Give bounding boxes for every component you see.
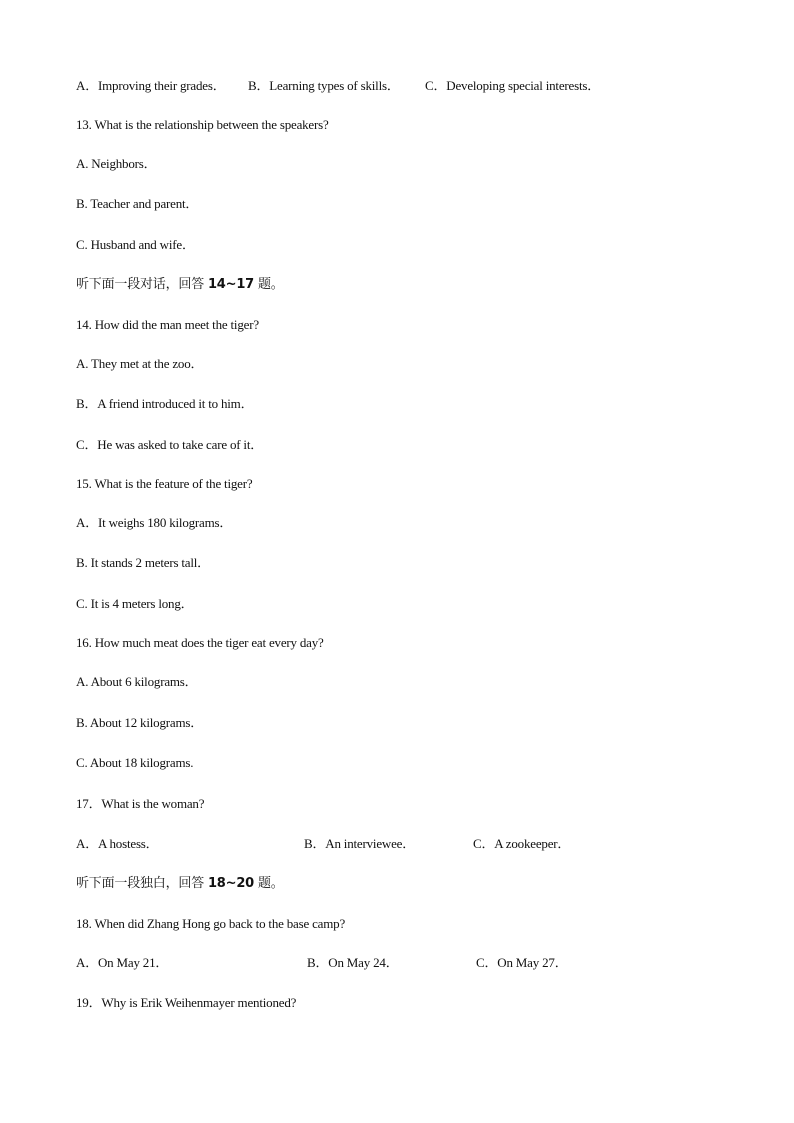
section-heading-suffix: 题。: [254, 876, 284, 891]
option-a: A．A hostess．: [76, 836, 159, 851]
question-14-option-c: C．He was asked to take care of it．: [76, 437, 264, 452]
question-16-option-b: B. About 12 kilograms．: [76, 715, 204, 730]
question-16-option-c: C. About 18 kilograms.: [76, 755, 194, 770]
question-13-option-b: B. Teacher and parent．: [76, 196, 199, 211]
question-15-option-a: A．It weighs 180 kilograms．: [76, 515, 233, 530]
question-17: 17．What is the woman?: [76, 796, 205, 811]
question-15-option-c: C. It is 4 meters long．: [76, 596, 194, 611]
question-15: 15. What is the feature of the tiger?: [76, 476, 253, 491]
question-13: 13. What is the relationship between the speakers?: [76, 117, 329, 132]
option-a: A．Improving their grades．: [76, 78, 226, 93]
question-15-option-b: B. It stands 2 meters tall．: [76, 555, 210, 570]
question-14-option-a: A. They met at the zoo．: [76, 356, 204, 371]
section-heading-suffix: 题。: [254, 277, 284, 292]
option-b: B．On May 24．: [307, 955, 399, 970]
question-14: 14. How did the man meet the tiger?: [76, 317, 259, 332]
option-b: B．An interviewee．: [304, 836, 416, 851]
section-heading-text: 听下面一段独白，回答: [76, 876, 208, 891]
section-range: 18~20: [207, 876, 255, 891]
option-a: A．On May 21．: [76, 955, 169, 970]
question-16-option-a: A. About 6 kilograms．: [76, 674, 198, 689]
question-14-option-b: B．A friend introduced it to him．: [76, 396, 254, 411]
question-19: 19．Why is Erik Weihenmayer mentioned?: [76, 995, 297, 1010]
question-18: 18. When did Zhang Hong go back to the base camp?: [76, 916, 346, 931]
section-heading-monologue: [76, 876, 284, 892]
option-c: C．On May 27．: [476, 955, 568, 970]
option-b: B．Learning types of skills．: [248, 78, 400, 93]
question-13-option-c: C. Husband and wife．: [76, 237, 195, 252]
option-c: C．A zookeeper．: [473, 836, 571, 851]
section-range: 14~17: [207, 277, 255, 292]
section-heading-text: 听下面一段对话，回答: [76, 277, 208, 292]
question-16: 16. How much meat does the tiger eat every day?: [76, 635, 324, 650]
option-c: C．Developing special interests．: [425, 78, 601, 93]
section-heading-dialogue: [76, 277, 284, 293]
question-13-option-a: A. Neighbors．: [76, 156, 157, 171]
